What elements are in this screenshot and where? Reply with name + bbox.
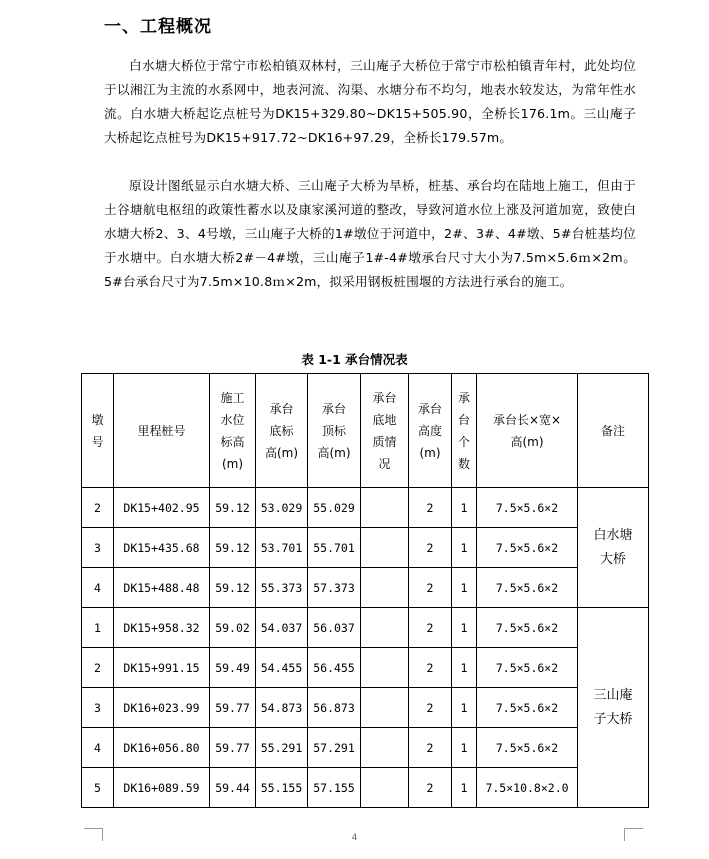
column-header [477, 374, 578, 488]
column-header-line: 承台 [321, 401, 346, 416]
column-header-line: 底地 [372, 412, 397, 427]
table-cell: 1 [452, 568, 477, 608]
column-header-line: 备注 [600, 423, 625, 438]
table-cell: 1 [452, 528, 477, 568]
column-header [114, 374, 210, 488]
bridge-name-line: 子大桥 [593, 711, 633, 727]
table-cell: 1 [452, 648, 477, 688]
table-cell: 7.5×10.8×2.0 [477, 768, 578, 808]
table-cell: DK16+089.59 [114, 768, 210, 808]
table-cell: 59.12 [210, 568, 256, 608]
table-cell: 55.701 [308, 528, 361, 568]
table-cell [361, 488, 409, 528]
column-header-line: 高(m) [510, 434, 544, 449]
table-cell: 54.873 [256, 688, 308, 728]
column-header-line: 高(m) [317, 445, 351, 460]
column-header-line: 承台 [372, 390, 397, 405]
column-header-line: (m) [221, 456, 244, 471]
table-cell: 57.155 [308, 768, 361, 808]
column-header-line: 标高 [220, 434, 245, 449]
table-row [82, 648, 649, 688]
table-cell: 2 [82, 648, 114, 688]
table-cell [361, 688, 409, 728]
table-cell: 7.5×5.6×2 [477, 608, 578, 648]
table-cell: 59.12 [210, 488, 256, 528]
table-cell: 53.029 [256, 488, 308, 528]
column-header-line: 施工 [220, 390, 245, 405]
table-cell: 54.455 [256, 648, 308, 688]
table-row [82, 488, 649, 528]
bridge-name-line: 白水塘 [593, 527, 633, 543]
table-cell: 57.291 [308, 728, 361, 768]
table-cell: 1 [452, 488, 477, 528]
table-cell: 55.029 [308, 488, 361, 528]
table-cell [361, 568, 409, 608]
table-row [82, 688, 649, 728]
overview-paragraph-1: 白水塘大桥位于常宁市松柏镇双林村，三山庵子大桥位于常宁市松柏镇青年村，此处均位于以湘江为主流的水系网中，地表河流、沟渠、水塘分布不均匀，地表水较发达，为常年性水流。白水塘大桥起讫点桩号为DK15+329.80~DK15+505.90，全桥长176.1m。三山庵子大桥起讫点桩号为DK15+917.72~DK16+97.29，全桥长179.57m。 [104, 58, 636, 145]
column-header-line: 水位 [220, 412, 245, 427]
table-cell: 59.49 [210, 648, 256, 688]
table-cell: DK16+056.80 [114, 728, 210, 768]
table-cell: 2 [409, 768, 452, 808]
table-cell: 59.77 [210, 728, 256, 768]
table-cell: 7.5×5.6×2 [477, 648, 578, 688]
table-cell: 59.77 [210, 688, 256, 728]
column-header-line: 里程桩号 [137, 423, 186, 438]
table-cell: 55.155 [256, 768, 308, 808]
table-cell: 1 [452, 608, 477, 648]
bridge-name-note [578, 488, 649, 608]
table-cell: DK15+991.15 [114, 648, 210, 688]
table-cell [361, 648, 409, 688]
table-row [82, 768, 649, 808]
column-header-line: 台 [457, 412, 470, 427]
table-cell: 1 [452, 728, 477, 768]
table-cell: 2 [409, 528, 452, 568]
column-header [452, 374, 477, 488]
table-cell: 59.12 [210, 528, 256, 568]
bridge-name-line: 大桥 [599, 551, 626, 567]
bridge-name-note [578, 608, 649, 808]
table-row [82, 528, 649, 568]
table-cell: 57.373 [308, 568, 361, 608]
table-cell: DK15+958.32 [114, 608, 210, 648]
column-header-line: 顶标 [321, 423, 346, 438]
table-cell: 2 [409, 488, 452, 528]
column-header-line: 承台 [269, 401, 294, 416]
table-cell: 2 [409, 648, 452, 688]
table-cell: 2 [82, 488, 114, 528]
bridge-name-line: 三山庵 [593, 687, 633, 703]
column-header [82, 374, 114, 488]
column-header-line: 墩 [91, 412, 104, 427]
table-cell: 7.5×5.6×2 [477, 728, 578, 768]
column-header-line: 数 [457, 456, 470, 471]
table-cell: 3 [82, 688, 114, 728]
table-cell: 3 [82, 528, 114, 568]
table-cell: 55.373 [256, 568, 308, 608]
table-cell: 1 [452, 688, 477, 728]
table-cell [361, 608, 409, 648]
table-cell: DK15+435.68 [114, 528, 210, 568]
table-cell: 7.5×5.6×2 [477, 528, 578, 568]
table-cell: DK15+488.48 [114, 568, 210, 608]
column-header-line: 高度 [417, 423, 442, 438]
column-header-line: 底标 [269, 423, 294, 438]
table-cell: 2 [409, 608, 452, 648]
table-cell: 56.455 [308, 648, 361, 688]
cap-info-table [81, 373, 649, 808]
table-cell: 5 [82, 768, 114, 808]
table-row [82, 608, 649, 648]
table-row [82, 728, 649, 768]
table-cell: 1 [452, 768, 477, 808]
column-header [210, 374, 256, 488]
column-header-line: 高(m) [264, 445, 299, 460]
column-header-line: 况 [378, 456, 391, 471]
column-header [361, 374, 409, 488]
table-cell: 7.5×5.6×2 [477, 688, 578, 728]
column-header-line: 质情 [372, 434, 397, 449]
table-cell: 56.873 [308, 688, 361, 728]
column-header [256, 374, 308, 488]
table-cell: DK15+402.95 [114, 488, 210, 528]
table-cell: 56.037 [308, 608, 361, 648]
table-cell: 2 [409, 688, 452, 728]
column-header-line: 个 [457, 434, 470, 449]
table-cell: 59.44 [210, 768, 256, 808]
table-cell: 59.02 [210, 608, 256, 648]
column-header-line: 承台 [417, 401, 442, 416]
table-cell: 4 [82, 568, 114, 608]
column-header [409, 374, 452, 488]
table-cell: 53.701 [256, 528, 308, 568]
table-cell: 7.5×5.6×2 [477, 568, 578, 608]
column-header [578, 374, 649, 488]
table-cell: 2 [409, 728, 452, 768]
overview-paragraph-2: 原设计图纸显示白水塘大桥、三山庵子大桥为旱桥，桩基、承台均在陆地上施工，但由于土谷塘航电枢纽的政策性蓄水以及康家溪河道的整改，导致河道水位上涨及河道加宽，致使白水塘大桥2、3、4号墩，三山庵子大桥的1#墩位于河道中，2#、3#、4#墩、5#台桩基均位于水塘中。白水塘大桥2#－4#墩，三山庵子1#-4#墩承台尺寸大小为7.5m×5.6ｍ×2m。5#台承台尺寸为7.5m×10.8ｍ×2m，拟采用钢板桩围堰的方法进行承台的施工。 [104, 178, 636, 289]
table-row [82, 568, 649, 608]
column-header [308, 374, 361, 488]
table-cell: 7.5×5.6×2 [477, 488, 578, 528]
table-cell [361, 528, 409, 568]
table-cell [361, 768, 409, 808]
table-cell: 1 [82, 608, 114, 648]
table-cell [361, 728, 409, 768]
table-cell: 4 [82, 728, 114, 768]
table-header-row [82, 374, 649, 488]
column-header-line: 承 [457, 390, 470, 405]
table-caption: 表 1-1 承台情况表 [301, 352, 408, 367]
section-heading: 一、工程概况 [104, 17, 212, 37]
column-header-line: 号 [91, 434, 104, 449]
column-header-line: 承台长×宽× [492, 412, 562, 427]
page-number: 4 [351, 833, 358, 843]
column-header-line: (m) [419, 445, 441, 460]
table-cell: 54.037 [256, 608, 308, 648]
table-cell: 2 [409, 568, 452, 608]
table-cell: DK16+023.99 [114, 688, 210, 728]
table-cell: 55.291 [256, 728, 308, 768]
